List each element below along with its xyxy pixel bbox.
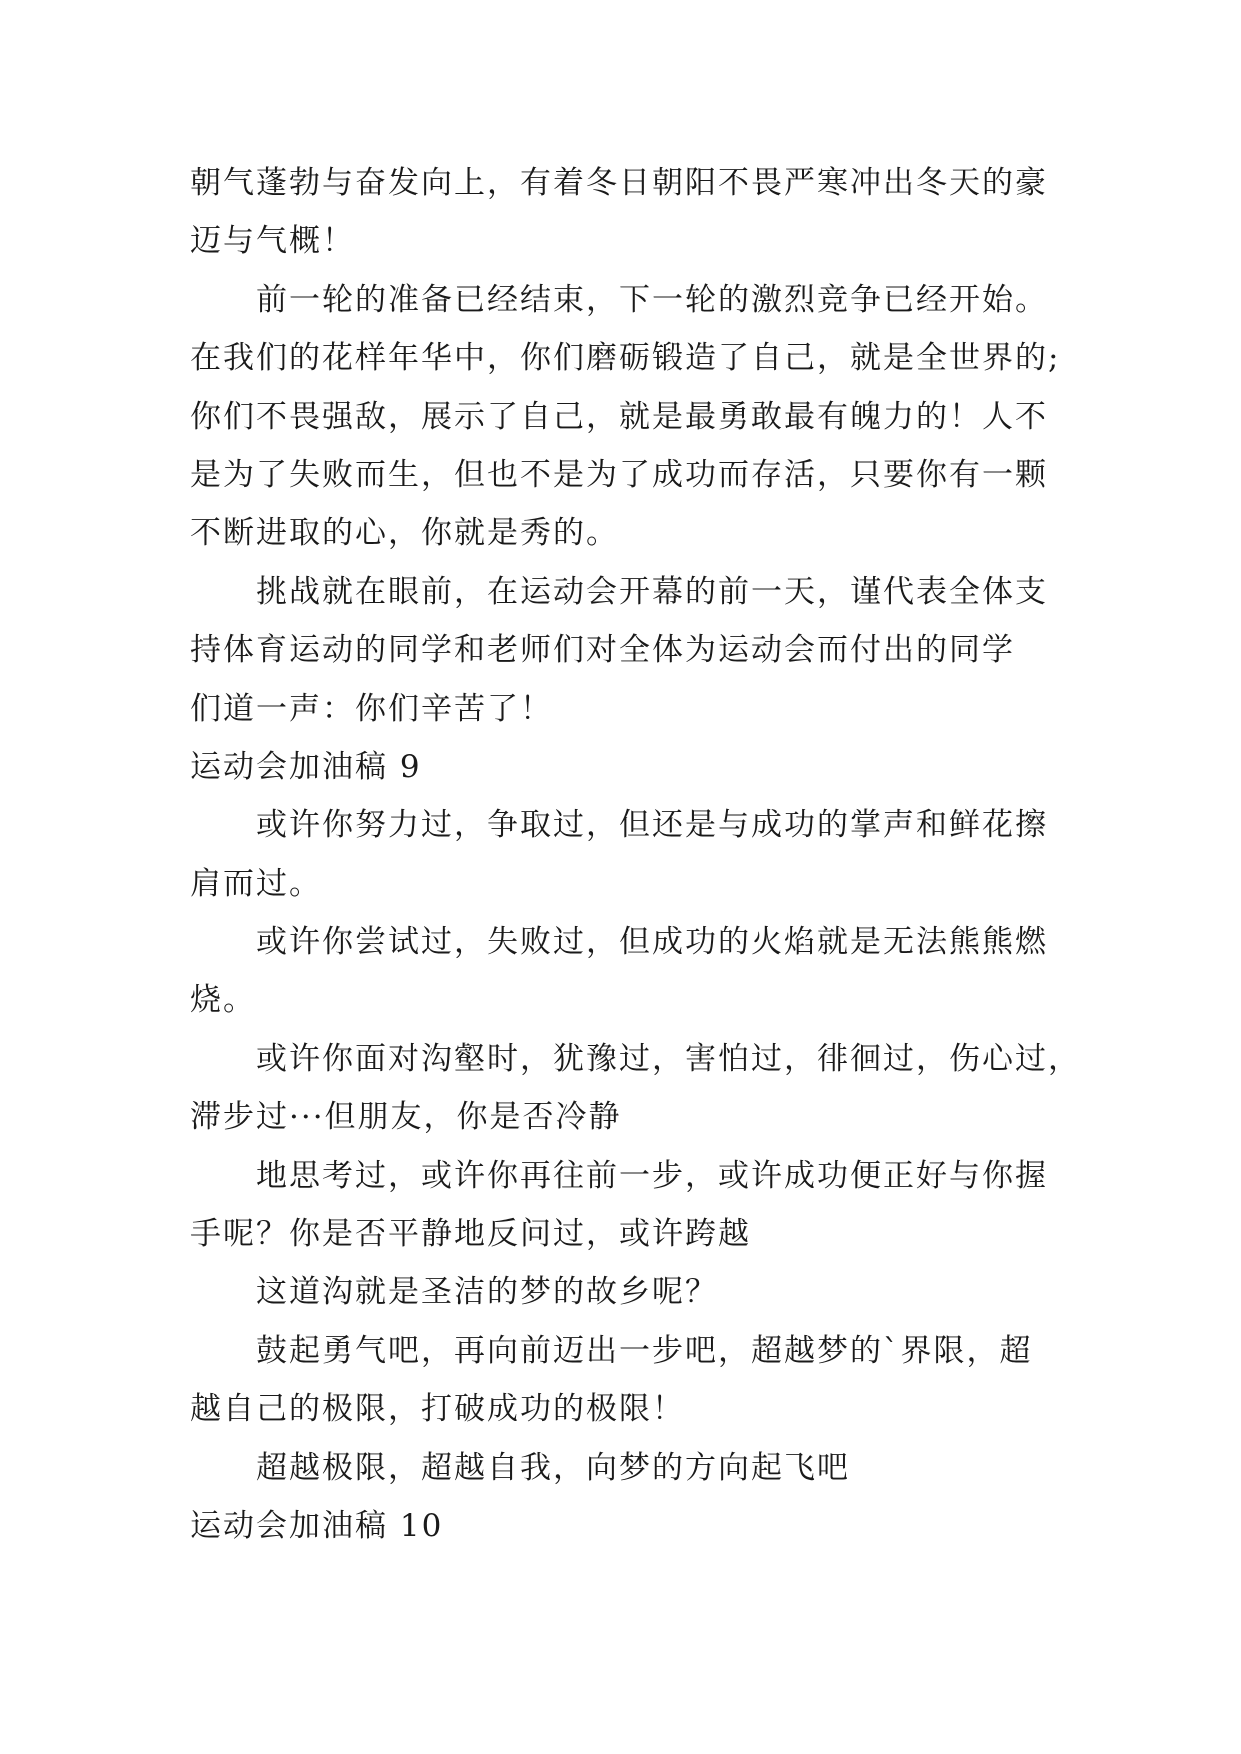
text-line: 不断进取的心，你就是秀的。 [190, 515, 619, 552]
text-line: 是为了失败而生，但也不是为了成功而存活，只要你有一颗 [190, 456, 1048, 493]
paragraph-start: 或许你面对沟壑时，犹豫过，害怕过，徘徊过，伤心过， [256, 1040, 1081, 1077]
text-line: 手呢？你是否平静地反问过，或许跨越 [190, 1216, 751, 1253]
paragraph-start: 鼓起勇气吧，再向前迈出一步吧，超越梦的`界限，超 [256, 1332, 1033, 1369]
text-line: 肩而过。 [190, 865, 322, 902]
section-heading: 运动会加油稿 9 [190, 748, 422, 785]
text-line: 在我们的花样年华中，你们磨砺锻造了自己，就是全世界的; [190, 340, 1061, 377]
text-line: 越自己的极限，打破成功的极限！ [190, 1391, 685, 1428]
paragraph-start: 或许你尝试过，失败过，但成功的火焰就是无法熊熊燃 [256, 924, 1048, 961]
text-line: 烧。 [190, 982, 256, 1019]
section-heading: 运动会加油稿 10 [190, 1507, 444, 1544]
text-line: 朝气蓬勃与奋发向上，有着冬日朝阳不畏严寒冲出冬天的豪 [190, 165, 1048, 201]
paragraph-start: 挑战就在眼前，在运动会开幕的前一天，谨代表全体支 [256, 573, 1048, 610]
text-line: 迈与气概！ [190, 223, 355, 260]
document-body [190, 154, 1081, 1555]
paragraph-start: 或许你努力过，争取过，但还是与成功的掌声和鲜花擦 [256, 807, 1048, 844]
paragraph-start: 地思考过，或许你再往前一步，或许成功便正好与你握 [256, 1157, 1048, 1194]
text-line: 你们不畏强敌，展示了自己，就是最勇敢最有魄力的！人不 [190, 398, 1048, 435]
paragraph-start: 前一轮的准备已经结束，下一轮的激烈竞争已经开始。 [256, 281, 1048, 318]
text-line: 滞步过···但朋友，你是否冷静 [190, 1099, 622, 1136]
text-line: 持体育运动的同学和老师们对全体为运动会而付出的同学 [190, 632, 1015, 669]
text-line: 们道一声：你们辛苦了！ [190, 690, 553, 727]
paragraph-start: 超越极限，超越自我，向梦的方向起飞吧 [256, 1449, 850, 1486]
paragraph-start: 这道沟就是圣洁的梦的故乡呢？ [256, 1274, 718, 1311]
